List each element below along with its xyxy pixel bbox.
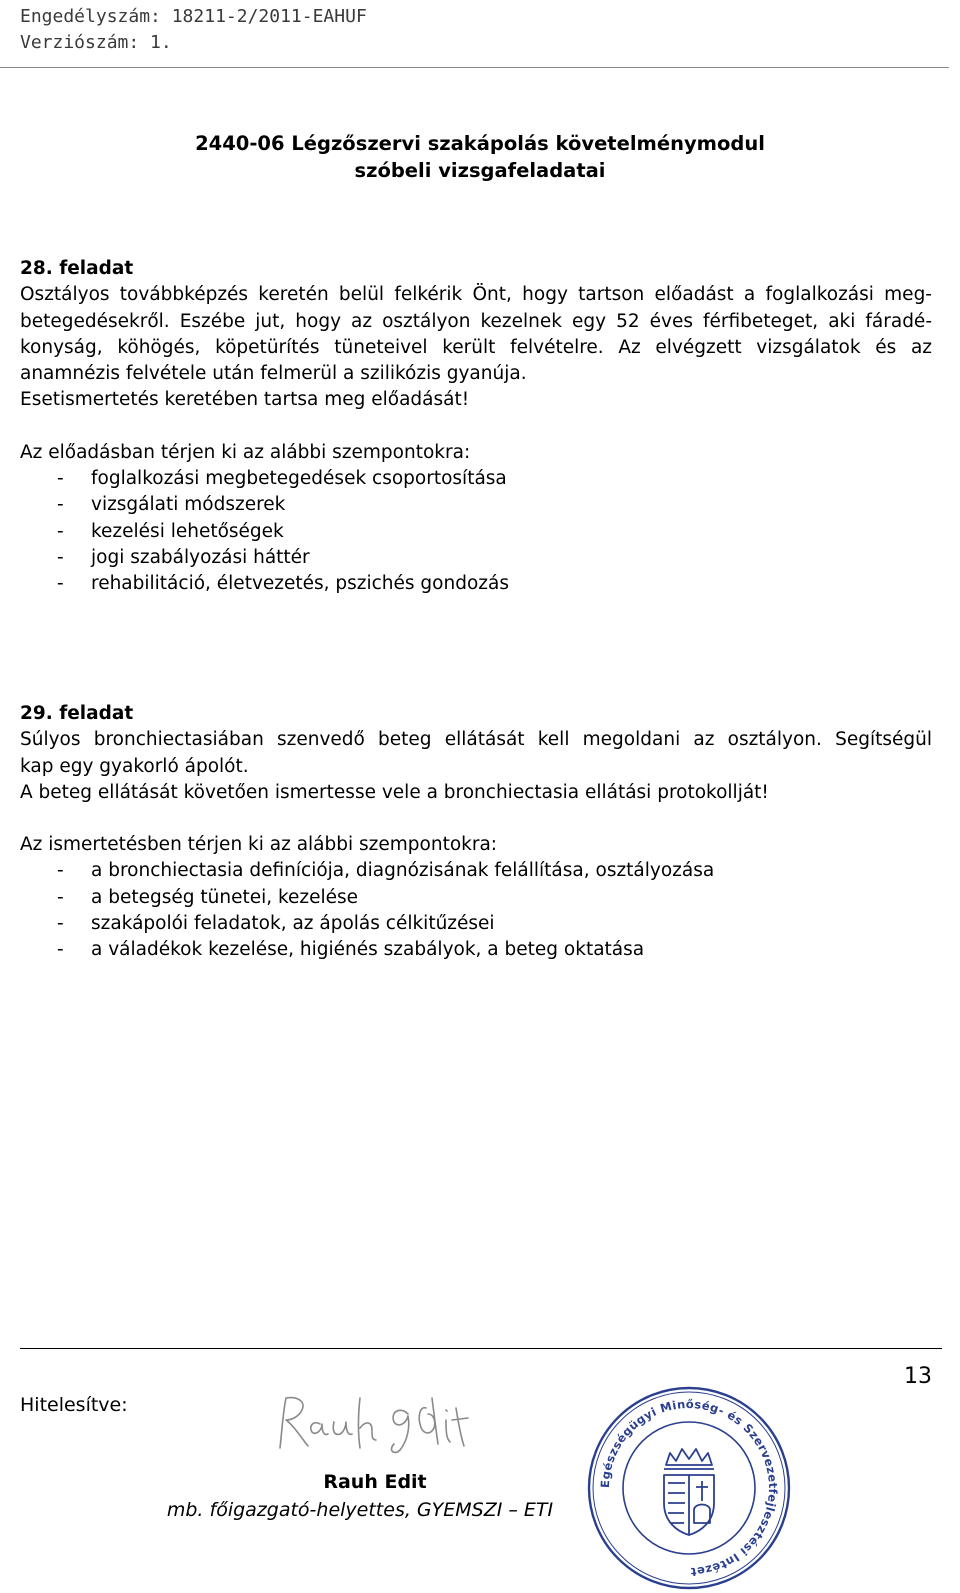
list-marker: -: [57, 886, 64, 908]
authentication-label: Hitelesítve:: [20, 1394, 128, 1416]
task-intro-line: A beteg ellátását követően ismertesse vele a bronchiectasia ellátási protokollját!: [20, 781, 769, 803]
signer-role: mb. főigazgató-helyettes, GYEMSZI – ETI: [166, 1499, 554, 1521]
list-item: [20, 885, 932, 911]
task-intro-line: kap egy gyakorló ápolót.: [20, 755, 249, 777]
list-intro: Az ismertetésben térjen ki az alábbi szempontokra:: [20, 834, 498, 856]
list-marker: -: [57, 860, 64, 882]
list-item-text: rehabilitáció, életvezetés, pszichés gondozás: [91, 573, 509, 595]
list-marker: -: [57, 939, 64, 961]
task-intro-line: Osztályos továbbképzés keretén belül felkérik Önt, hogy tartson előadást a foglalkozási meg-: [20, 284, 932, 306]
criteria-list: [20, 466, 932, 597]
task-28: [20, 256, 932, 598]
list-marker: -: [57, 573, 64, 595]
version-number: Verziószám: 1.: [20, 32, 172, 53]
page-header: [20, 4, 367, 56]
header-divider: [0, 67, 949, 68]
list-item: [20, 911, 932, 937]
list-item: [20, 492, 932, 518]
list-item-text: kezelési lehetőségek: [91, 520, 284, 542]
task-intro-line: Esetismertetés keretében tartsa meg előadását!: [20, 389, 470, 411]
list-marker: -: [57, 494, 64, 516]
list-item-text: foglalkozási megbetegedések csoportosítása: [91, 468, 507, 490]
list-item-text: a váladékok kezelése, higiénés szabályok, a beteg oktatása: [91, 939, 645, 961]
task-intro-line: betegedésekről. Eszébe jut, hogy az osztályon kezelnek egy 52 éves férfibeteget, aki fáradé-: [20, 310, 932, 332]
list-item: [20, 937, 932, 963]
list-item: [20, 571, 932, 597]
task-intro-line: Súlyos bronchiectasiában szenvedő beteg ellátását kell megoldani az osztályon. Segítségül: [20, 729, 932, 751]
list-marker: -: [57, 546, 64, 568]
handwritten-signature: [268, 1390, 478, 1460]
seal-lettering: Egészségügyi Minőség- és Szervezetfejlesztési Intézet: [597, 1396, 781, 1580]
page-number: 13: [904, 1364, 932, 1389]
footer-divider: [20, 1348, 942, 1349]
spacer: [20, 414, 932, 440]
list-item: [20, 545, 932, 571]
title-line-2: szóbeli vizsgafeladatai: [354, 159, 606, 182]
list-item-text: a bronchiectasia definíciója, diagnózisának felállítása, osztályozása: [91, 860, 715, 882]
list-marker: -: [57, 913, 64, 935]
criteria-list: [20, 858, 932, 963]
license-number: Engedélyszám: 18211-2/2011-EAHUF: [20, 6, 367, 27]
spacer: [20, 806, 932, 832]
task-intro-line: anamnézis felvétele után felmerül a szilikózis gyanúja.: [20, 363, 527, 385]
task-29: [20, 701, 932, 964]
document-title: [0, 130, 960, 184]
signer-name: Rauh Edit: [323, 1471, 427, 1493]
list-item: [20, 858, 932, 884]
official-seal: [584, 1383, 794, 1593]
task-heading: 29. feladat: [20, 703, 134, 724]
list-item-text: szakápolói feladatok, az ápolás célkitűzései: [91, 913, 495, 935]
list-intro: Az előadásban térjen ki az alábbi szempontokra:: [20, 441, 471, 463]
title-line-1: 2440-06 Légzőszervi szakápolás követelménymodul: [195, 132, 765, 155]
list-item: [20, 519, 932, 545]
list-item-text: a betegség tünetei, kezelése: [91, 886, 359, 908]
list-item-text: jogi szabályozási háttér: [91, 546, 310, 568]
list-marker: -: [57, 468, 64, 490]
list-item: [20, 466, 932, 492]
list-item-text: vizsgálati módszerek: [91, 494, 286, 516]
task-heading: 28. feladat: [20, 258, 134, 279]
task-intro-line: konyság, köhögés, köpetürítés tüneteivel került felvételre. Az elvégzett vizsgálatok és az: [20, 336, 932, 358]
list-marker: -: [57, 520, 64, 542]
